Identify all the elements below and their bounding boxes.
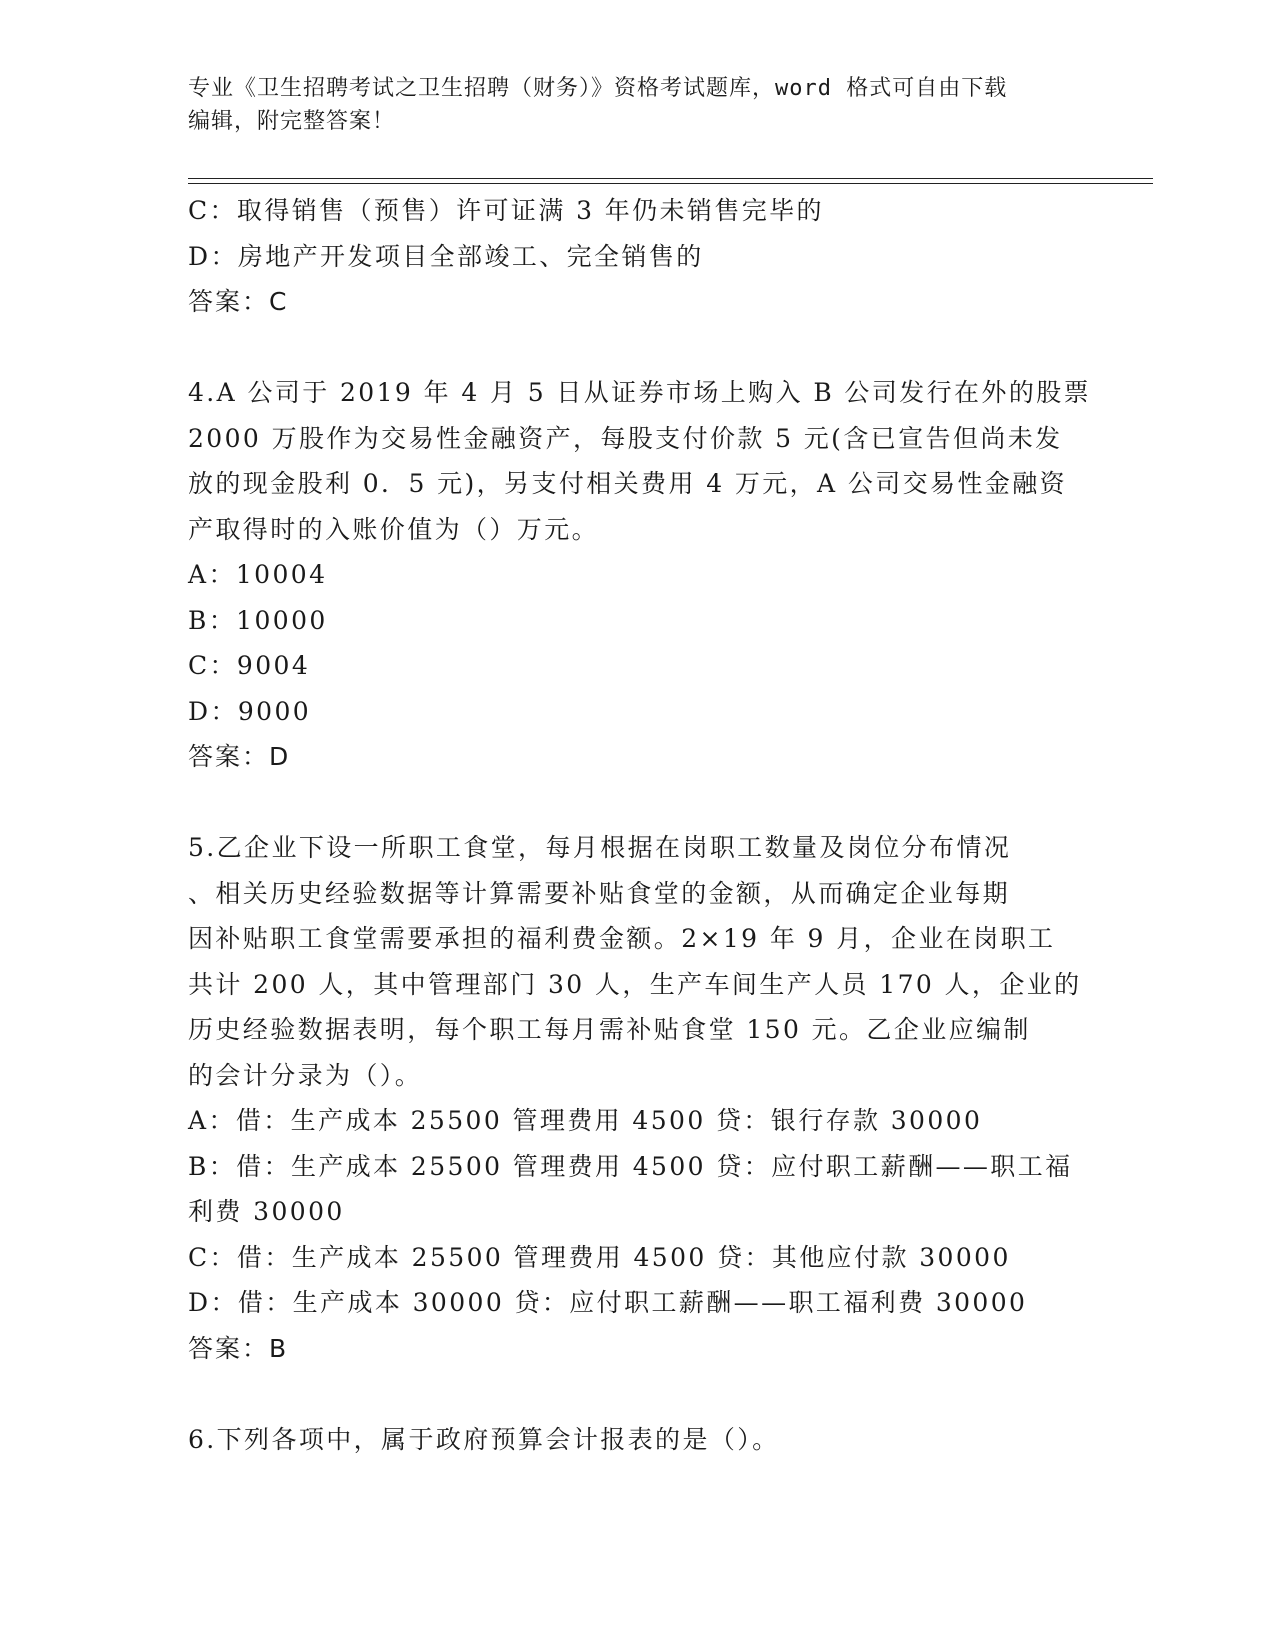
spacer	[188, 325, 1088, 371]
q5-stem-line-4: 共计 200 人，其中管理部门 30 人，生产车间生产人员 170 人，企业的	[188, 969, 1082, 999]
q5-stem-line-6: 的会计分录为（）。	[188, 1060, 423, 1090]
document-body	[188, 188, 1092, 1462]
q4-option-c: C：9004	[188, 651, 311, 680]
q5-stem-line-5: 历史经验数据表明，每个职工每月需补贴食堂 150 元。乙企业应编制	[188, 1015, 1031, 1044]
q5-option-b-cont: 利费 30000	[188, 1197, 345, 1226]
q5-option-a: A：借：生产成本 25500 管理费用 4500 贷：银行存款 30000	[188, 1106, 983, 1135]
q5-option-d: D：借：生产成本 30000 贷：应付职工薪酬——职工福利费 30000	[188, 1288, 1028, 1317]
q4-option-a: A：10004	[188, 560, 328, 589]
question-4	[188, 370, 1092, 780]
q4-option-d: D：9000	[188, 696, 312, 726]
q3-option-d: D：房地产开发项目全部竣工、完全销售的	[188, 241, 704, 271]
q4-stem-line-1: 4.A 公司于 2019 年 4 月 5 日从证券市场上购入 B 公司发行在外的股票	[188, 378, 1092, 407]
question-6	[188, 1417, 1088, 1463]
question-5	[188, 825, 1088, 1371]
q4-answer: 答案：D	[188, 742, 291, 771]
header-line-2: 编辑，附完整答案！	[188, 109, 396, 134]
header-rule-top	[188, 178, 1153, 179]
spacer	[188, 1371, 1088, 1417]
header-rule-bottom	[188, 183, 1153, 184]
q5-answer: 答案：B	[188, 1333, 289, 1363]
q4-stem-line-2: 2000 万股作为交易性金融资产，每股支付价款 5 元(含已宣告但尚未发	[188, 423, 1063, 453]
question-3-tail	[188, 188, 1088, 325]
q3-answer: 答案：C	[188, 287, 289, 316]
q4-option-b: B：10000	[188, 605, 328, 635]
q6-stem: 6.下列各项中，属于政府预算会计报表的是（）。	[188, 1424, 780, 1454]
q3-option-c: C：取得销售（预售）许可证满 3 年仍未销售完毕的	[188, 196, 824, 225]
q4-stem-line-3: 放的现金股利 0．5 元)，另支付相关费用 4 万元，A 公司交易性金融资	[188, 469, 1068, 498]
q5-stem-line-3: 因补贴职工食堂需要承担的福利费金额。2×19 年 9 月，企业在岗职工	[188, 924, 1056, 953]
q4-stem-line-4: 产取得时的入账价值为（）万元。	[188, 514, 600, 544]
q5-stem-line-2: 、相关历史经验数据等计算需要补贴食堂的金额，从而确定企业每期	[188, 878, 1011, 908]
q5-option-b: B：借：生产成本 25500 管理费用 4500 贷：应付职工薪酬——职工福	[188, 1151, 1073, 1181]
header-line-1: 专业《卫生招聘考试之卫生招聘（财务）》资格考试题库，word 格式可自由下载	[188, 76, 1008, 101]
spacer	[188, 780, 1088, 826]
q5-option-c: C：借：生产成本 25500 管理费用 4500 贷：其他应付款 30000	[188, 1242, 1011, 1272]
q5-stem-line-1: 5.乙企业下设一所职工食堂，每月根据在岗职工数量及岗位分布情况	[188, 833, 1012, 862]
page-header	[188, 72, 1088, 138]
